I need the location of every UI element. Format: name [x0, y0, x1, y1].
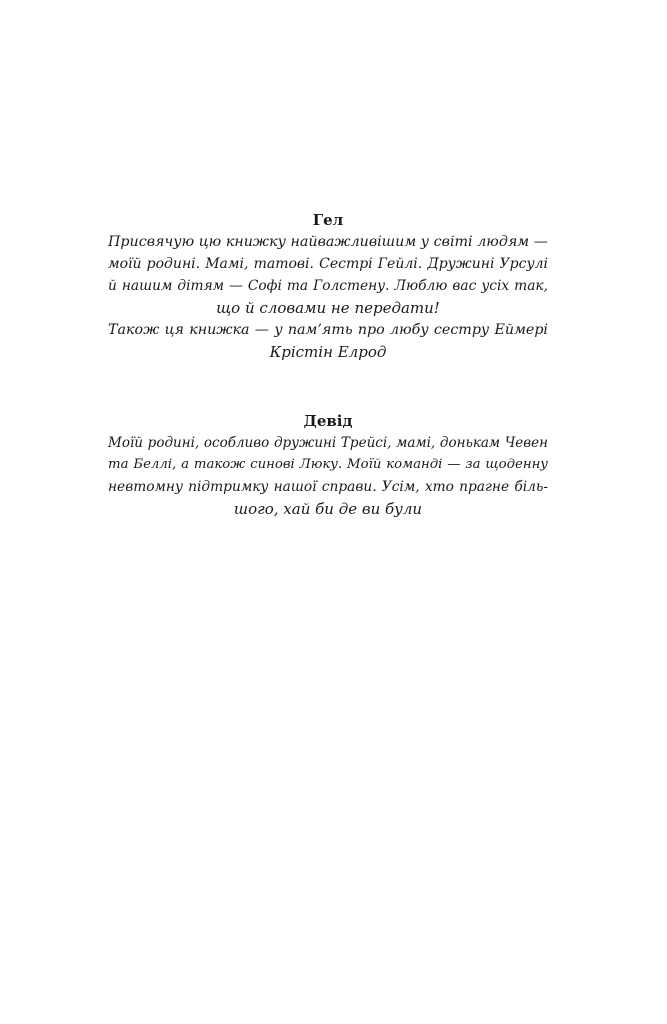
dedication-line: Також ця книжка — у пам’ять про любу сестру Еймері — [108, 322, 548, 338]
dedication-hal — [108, 209, 548, 363]
dedication-line: та Беллі, а також синові Люку. Моїй команді — за щоденну — [108, 457, 548, 472]
dedication-line: що й словами не передати! — [216, 299, 440, 317]
dedication-line: моїй родині. Мамі, татові. Сестрі Гейлі. Дружині Урсулі — [108, 256, 548, 272]
dedication-line: Моїй родині, особливо дружині Трейсі, мамі, донькам Чевен — [108, 435, 548, 451]
dedication-line: Присвячую цю книжку найважливішим у світі людям — — [108, 234, 548, 250]
dedication-author-heading: Гел — [312, 211, 344, 229]
dedication-author-heading: Девід — [303, 412, 353, 430]
dedication-line: Крістін Елрод — [269, 343, 387, 361]
dedication-line: й нашим дітям — Софі та Голстену. Люблю вас усіх так, — [108, 278, 548, 294]
dedication-line: шого, хай би де ви були — [233, 500, 423, 518]
dedication-line: невтомну підтримку нашої справи. Усім, хто прагне біль- — [108, 479, 548, 495]
dedication-david — [108, 410, 548, 520]
